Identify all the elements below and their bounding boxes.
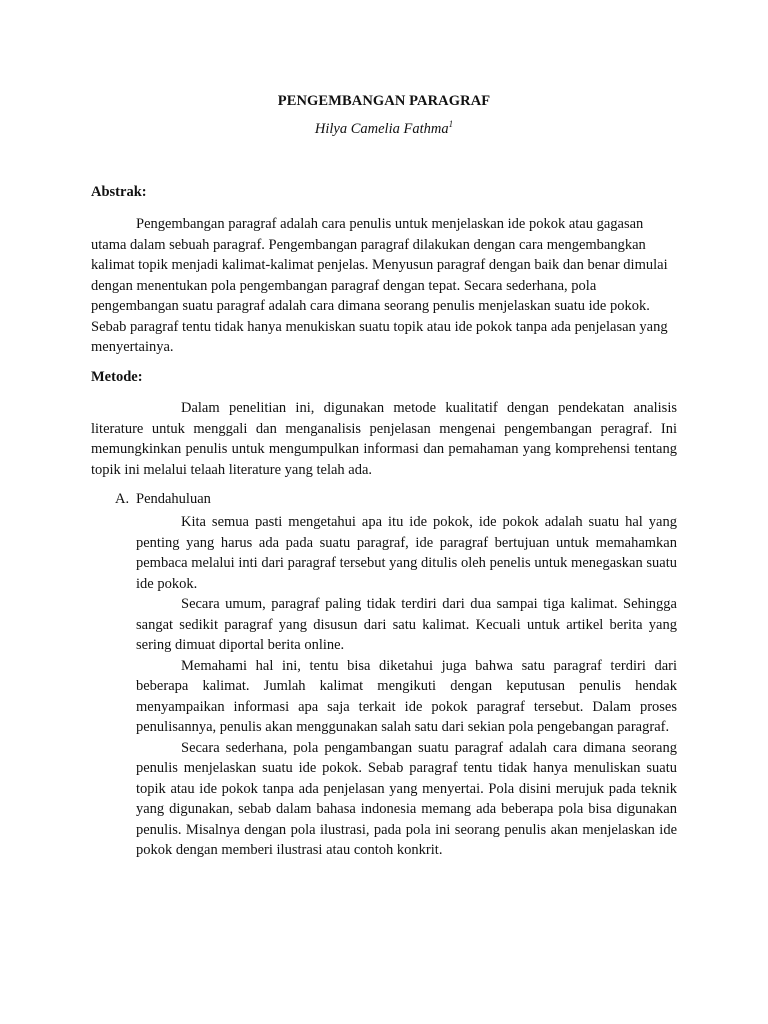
section-body bbox=[136, 512, 677, 861]
section-title: Pendahuluan bbox=[136, 491, 211, 507]
section-label: A. bbox=[115, 491, 130, 507]
method-heading: Metode: bbox=[91, 369, 143, 385]
document-title: PENGEMBANGAN PARAGRAF bbox=[277, 93, 491, 109]
author-line bbox=[0, 121, 768, 138]
section-paragraph: Kita semua pasti mengetahui apa itu ide pokok, ide pokok adalah suatu hal yang penting yang harus ada pada suatu paragraf, ide paragraf bertujuan untuk memahamkan pembaca melalui inti dari paragraf tersebut yang ditulis oleh penelis untuk menegaskan suatu ide pokok. bbox=[136, 514, 677, 592]
abstract-text: Pengembangan paragraf adalah cara penulis untuk menjelaskan ide pokok atau gagasan utama dalam sebuah paragraf. Pengembangan paragraf dilakukan dengan cara mengembangkan kalimat topik menjadi kalimat-kalimat penjelas. Menyusun paragraf dengan baik dan benar dimulai dengan menentukan pola pengembangan paragraf dengan tepat. Secara sederhana, pola pengembangan suatu paragraf adalah cara dimana seorang penulis menjelaskan suatu ide pokok. Sebab paragraf tentu tidak hanya menukiskan suatu topik atau ide pokok tanpa ada penjelasan yang menyertainya. bbox=[91, 216, 668, 355]
section-paragraph: Secara sederhana, pola pengambangan suatu paragraf adalah cara dimana seorang penulis menjelaskan suatu ide pokok. Sebab paragraf tentu tidak hanya menuliskan suatu topik atau ide pokok tanpa ada penjelasan yang menyertai. Pola disini merujuk pada teknik yang digunakan, sebab dalam bahasa indonesia memang ada beberapa pola bisa digunakan penulis. Misalnya dengan pola ilustrasi, pada pola ini seorang penulis akan menjelaskan ide pokok dengan memberi ilustrasi atau contoh konkrit. bbox=[136, 739, 677, 858]
section-paragraph: Secara umum, paragraf paling tidak terdiri dari dua sampai tiga kalimat. Sehingga sangat sedikit paragraf yang disusun dari satu kalimat. Kecuali untuk artikel berita yang sering dimuat diportal berita online. bbox=[136, 596, 677, 653]
section-paragraph: Memahami hal ini, tentu bisa diketahui juga bahwa satu paragraf terdiri dari beberapa kalimat. Jumlah kalimat mengikuti dengan keputusan penulis hendak menyampaikan informasi apa saja terkait ide pokok paragraf tersebut. Dalam proses penulisannya, penulis akan menggunakan salah satu dari sekian pola pengebangan paragraf. bbox=[136, 657, 677, 735]
author-footnote-mark: 1 bbox=[448, 119, 454, 129]
method-text: Dalam penelitian ini, digunakan metode kualitatif dengan pendekatan analisis literature untuk menggali dan menganalisis penjelasan mengenai pengembangan peragraf. Ini memungkinkan penulis untuk mengumpulkan informasi dan pemahaman yang komprehensi tentang topik ini melalui telaah literature yang telah ada. bbox=[91, 400, 677, 478]
author-name: Hilya Camelia Fathma bbox=[314, 121, 449, 137]
abstract-heading: Abstrak: bbox=[91, 184, 147, 200]
